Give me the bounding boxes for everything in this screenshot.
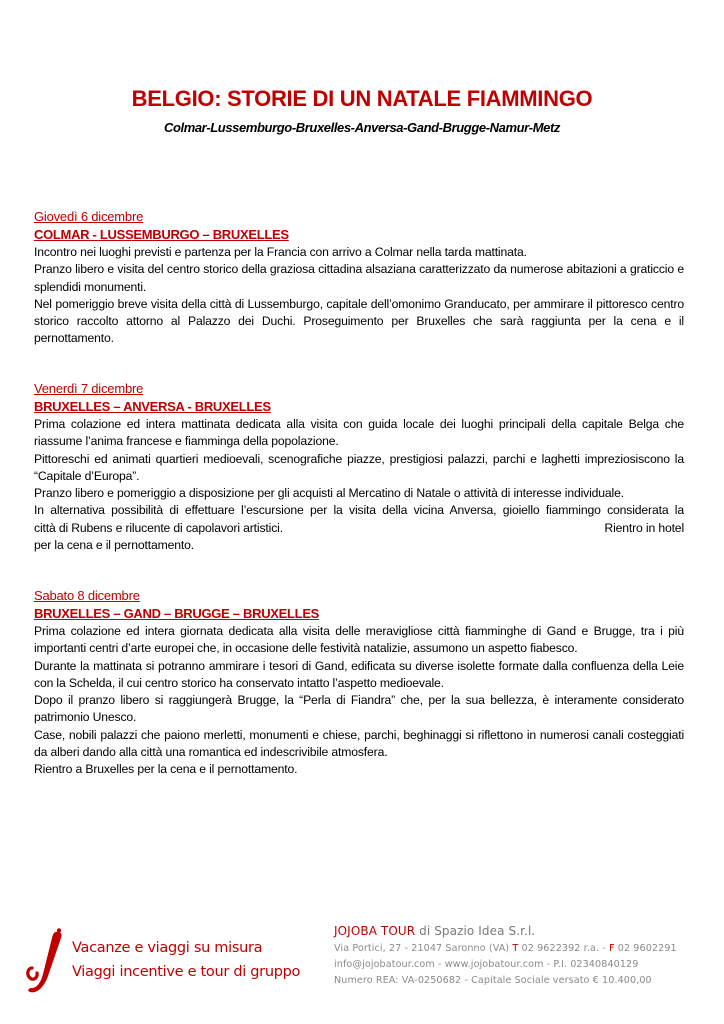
company-registry: Numero REA: VA-0250682 - Capitale Sociale versato € 10.400,00 <box>334 975 652 986</box>
day-paragraph: Rientro a Bruxelles per la cena e il pernottamento. <box>34 762 298 777</box>
company-name <box>334 924 535 938</box>
day-paragraph: Rientro in hotel <box>604 520 684 535</box>
day-paragraph: Prima colazione ed intera giornata dedicata alla visita delle meravigliose città fiamminghe di Gand e Brugge, tra i più importanti centri d’arte europei che, in occasione delle festività natalizie, assumono un aspetto fiabesco. <box>34 624 684 656</box>
day-route: BRUXELLES – ANVERSA - BRUXELLES <box>34 399 271 414</box>
day-section-3 <box>34 587 684 779</box>
fax-label: F <box>608 943 615 954</box>
fax-number: 02 9602291 <box>614 943 677 954</box>
day-paragraph: Durante la mattinata si potranno ammirare i tesori di Gand, edificata su diverse isolette formate dalla confluenza della Leie con la Schelda, il cui centro storico ha conservato intatto l’aspetto medioevale. <box>34 658 684 690</box>
day-paragraph: Pittoreschi ed animati quartieri medioevali, scenografiche piazze, prestigiosi palazzi, parchi e laghetti impreziosiscono la “Capitale d’Europa”. <box>34 451 684 483</box>
day-paragraph: città di Rubens e rilucente di capolavori artistici. <box>34 520 283 535</box>
day-route: BRUXELLES – GAND – BRUGGE – BRUXELLES <box>34 606 320 621</box>
day-paragraph: Prima colazione ed intera mattinata dedicata alla visita con guida locale dei luoghi principali della capitale Belga che riassume l’anima francese e fiamminga della popolazione. <box>34 417 684 449</box>
company-address <box>334 943 677 954</box>
day-section-1 <box>34 208 684 348</box>
company-legal-name: di Spazio Idea S.r.l. <box>415 924 536 938</box>
day-date: Venerdì 7 dicembre <box>34 381 144 396</box>
jojoba-logo-icon <box>26 928 66 998</box>
company-brand: JOJOBA TOUR <box>334 924 416 938</box>
phone-number: 02 9622392 r.a. - <box>518 943 609 954</box>
day-paragraph: Pranzo libero e pomeriggio a disposizione per gli acquisti al Mercatino di Natale o attività di interesse individuale. <box>34 486 624 501</box>
day-paragraph: per la cena e il pernottamento. <box>34 538 194 553</box>
page-title: BELGIO: STORIE DI UN NATALE FIAMMINGO <box>131 86 593 111</box>
footer-tagline: Vacanze e viaggi su misura <box>72 940 263 956</box>
day-paragraph-split <box>34 520 684 537</box>
day-paragraph: Incontro nei luoghi previsti e partenza per la Francia con arrivo a Colmar nella tarda mattinata. <box>34 245 527 259</box>
address-text: Via Portici, 27 - 21047 Saronno (VA) <box>334 943 513 954</box>
day-date: Sabato 8 dicembre <box>34 588 140 603</box>
day-paragraph: Dopo il pranzo libero si raggiungerà Brugge, la “Perla di Fiandra” che, per la sua bellezza, è interamente considerato patrimonio Unesco. <box>34 693 684 725</box>
day-paragraph: Case, nobili palazzi che paiono merletti, monumenti e chiese, parchi, beghinaggi si riflettono in numerosi canali costeggiati da alberi dando alla città una romantica ed indescrivibile atmosfera. <box>34 727 684 760</box>
day-section-2 <box>34 380 684 554</box>
day-paragraph: Pranzo libero e visita del centro storico della graziosa cittadina alsaziana caratterizzato da numerose abitazioni a graticcio e splendidi monumenti. <box>34 262 684 294</box>
company-contacts: info@jojobatour.com - www.jojobatour.com - P.I. 02340840129 <box>334 959 639 970</box>
day-route: COLMAR - LUSSEMBURGO – BRUXELLES <box>34 227 289 242</box>
itinerary-subtitle: Colmar-Lussemburgo-Bruxelles-Anversa-Gand-Brugge-Namur-Metz <box>163 120 561 135</box>
day-paragraph: In alternativa possibilità di effettuare l’escursione per la visita della vicina Anversa, gioiello fiammingo considerata la <box>34 503 684 518</box>
day-paragraph: Nel pomeriggio breve visita della città di Lussemburgo, capitale dell’omonimo Granducato, per ammirare il pittoresco centro storico raccolto attorno al Palazzo dei Duchi. Proseguimento per Bruxelles che sarà raggiunta per la cena e il pernottamento. <box>34 296 684 346</box>
footer-tagline: Viaggi incentive e tour di gruppo <box>72 964 301 980</box>
day-date: Giovedì 6 dicembre <box>34 209 144 224</box>
phone-label: T <box>512 943 519 954</box>
